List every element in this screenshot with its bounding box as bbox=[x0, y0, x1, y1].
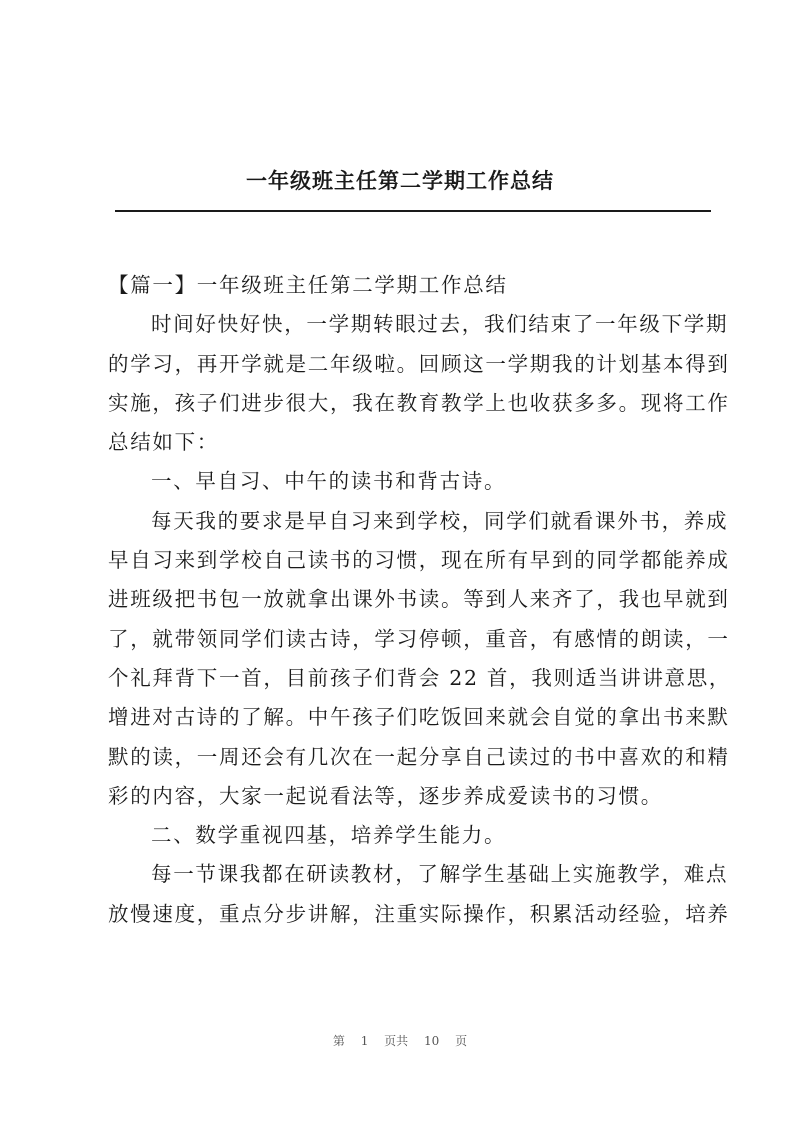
paragraph-line: 时间好快好快，一学期转眼过去，我们结束了一年级下学期 bbox=[151, 312, 729, 337]
footer-di: 第 bbox=[332, 1034, 345, 1048]
paragraph-line: 的学习，再开学就是二年级啦。回顾这一学期我的计划基本得到 bbox=[108, 351, 730, 376]
subsection-heading: 一、早自习、中午的读书和背古诗。 bbox=[151, 469, 507, 494]
paragraph-line: 了，就带领同学们读古诗，学习停顿，重音，有感情的朗读，一 bbox=[108, 626, 730, 651]
footer-ye: 页 bbox=[455, 1034, 468, 1048]
footer-ye-gong: 页共 bbox=[384, 1034, 409, 1048]
paragraph-line: 进班级把书包一放就拿出课外书读。等到人来齐了，我也早就到 bbox=[108, 587, 730, 612]
section-heading: 【篇一】一年级班主任第二学期工作总结 bbox=[108, 273, 508, 297]
footer-page-number: 1 bbox=[360, 1034, 369, 1048]
paragraph-line: 每天我的要求是早自习来到学校，同学们就看课外书，养成 bbox=[151, 508, 729, 533]
paragraph-line: 总结如下： bbox=[108, 430, 219, 455]
paragraph-line: 个礼拜背下一首，目前孩子们背会 22 首，我则适当讲讲意思， bbox=[108, 665, 732, 690]
title-divider bbox=[115, 210, 711, 212]
paragraph-line: 放慢速度，重点分步讲解，注重实际操作，积累活动经验，培养 bbox=[108, 901, 730, 926]
paragraph-line: 每一节课我都在研读教材，了解学生基础上实施教学，难点 bbox=[151, 862, 729, 887]
paragraph-line: 默的读，一周还会有几次在一起分享自己读过的书中喜欢的和精 bbox=[108, 744, 730, 769]
paragraph-line: 早自习来到学校自己读书的习惯，现在所有早到的同学都能养成 bbox=[108, 548, 730, 573]
paragraph-line: 增进对古诗的了解。中午孩子们吃饭回来就会自觉的拿出书来默 bbox=[108, 705, 730, 730]
paragraph-line: 实施，孩子们进步很大，我在教育教学上也收获多多。现将工作 bbox=[108, 390, 730, 415]
paragraph-line: 彩的内容，大家一起说看法等，逐步养成爱读书的习惯。 bbox=[108, 783, 663, 808]
document-body bbox=[108, 266, 732, 934]
document-title: 一年级班主任第二学期工作总结 bbox=[246, 168, 554, 193]
page-footer bbox=[0, 1032, 800, 1049]
footer-total-pages: 10 bbox=[424, 1034, 440, 1048]
subsection-heading: 二、数学重视四基，培养学生能力。 bbox=[151, 823, 507, 848]
